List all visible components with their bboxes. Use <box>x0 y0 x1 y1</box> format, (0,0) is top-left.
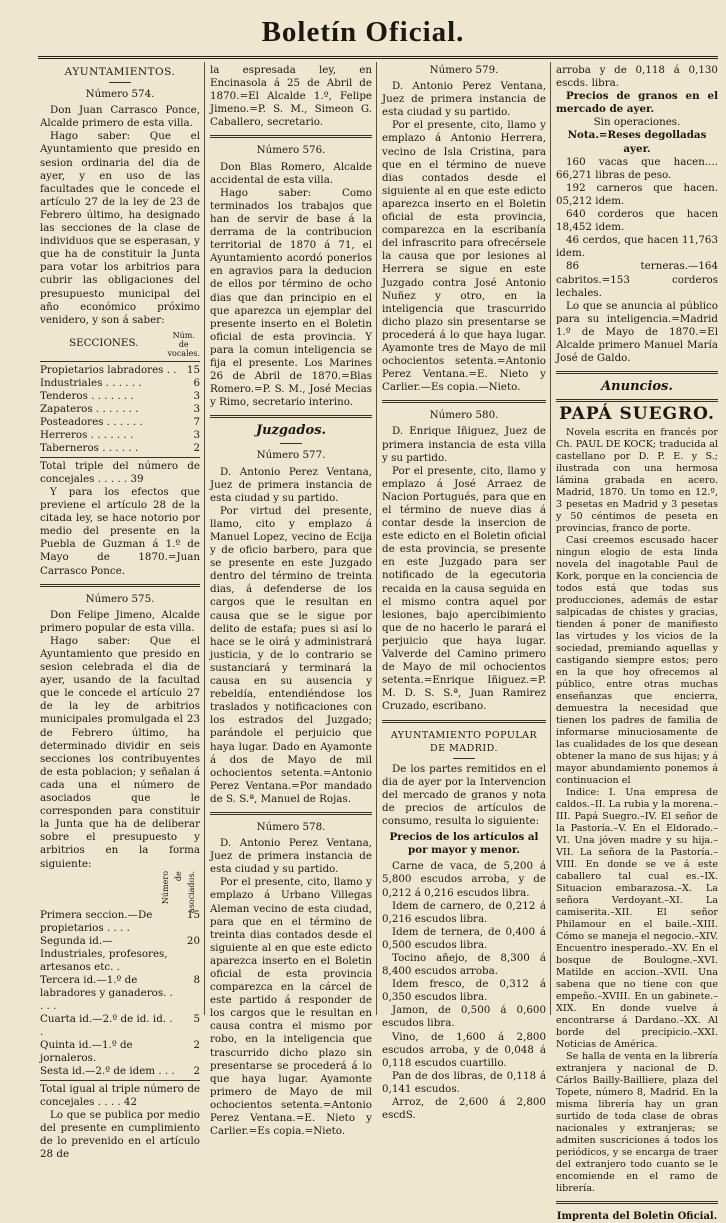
column-divider <box>376 62 377 1015</box>
notice-number: Número 575. <box>85 592 155 605</box>
table-head-right: Número de asociados. <box>160 870 196 913</box>
advert-review: Casi creemos escusado hacer ningun elogio de esta linda novela del inagotable Paul de Kork, porque en la conciencia de todos está que todas sus producciones, además de estar salpicadas de chistes y gracias, tienden á poner de manifiesto las virtudes y los vicios de la sociedad, premiando aquellas y castigando siempre estos; pero en la que hoy ofrecemos al público, entre otras muchas enseñanzas que encierra, demuestra la necesidad que tienen los padres de familia de informarse minuciosamente de las cualidades de los que desean obtener la mano de sus hijas; y á mayor abundamiento ponemos á continuacion el <box>556 535 718 787</box>
row-value: 3 <box>193 428 200 441</box>
row-value: 20 <box>186 934 200 947</box>
row-value: 5 <box>193 1012 200 1025</box>
notice-heading: D. Enrique Iñiguez, Juez de primera instancia de esta villa y su partido. <box>382 425 546 464</box>
price-line: Vino, de 1,600 á 2,800 escudos arroba, y de 0,048 á 0,118 escudos cuartillo. <box>382 1030 546 1069</box>
secciones-table <box>40 331 200 358</box>
separator <box>210 812 372 815</box>
table-rule <box>40 361 200 362</box>
notice-number: Número 578. <box>256 820 326 833</box>
table-row <box>40 1013 200 1039</box>
advert-index: Indice: I. Una empresa de caldos.–II. La rubia y la morena.–III. Papá Suegro.–IV. El señor de la Pastoría.–V. En el Eldorado.–VI. Una jóven madre y su hija.–VII. La señora de la Pastoría.–VIII. En donde se ve á este caballero tal cual es.–IX. Situacion embarazosa.–X. La señora Verdoyant.–XI. La camiserita.–XII. El señor Philamour en el baile.–XIII. Cómo se maneja el negocio.–XIV. Encuentro inesperado.–XV. En el bosque de Boulogne.–XVI. Matilde en accion.–XVII. Una sabena que no tiene con que empeño.–XVIII. En un gabinete.–XIX. En donde vuelve á encontrarse á Dardano.–XX. Al borde del precipicio.–XXI. Noticias de América. <box>556 787 718 1051</box>
table-head-left: SECCIONES. <box>69 336 139 349</box>
notice-heading: Don Felipe Jimeno, Alcalde primero popular de esta villa. <box>40 608 200 634</box>
table-row <box>40 364 200 377</box>
madrid-subtitle: Precios de los artículos al por mayor y menor. <box>389 831 539 857</box>
notice-number: Número 576. <box>256 144 326 157</box>
separator <box>556 371 718 374</box>
price-line: Idem de carnero, de 0,212 á 0,216 escudos libra. <box>382 899 546 925</box>
row-value: 15 <box>186 363 200 376</box>
column-1 <box>40 64 201 1161</box>
column-divider <box>204 62 205 1015</box>
section-title-madrid: AYUNTAMIENTO POPULAR DE MADRID. <box>390 729 538 754</box>
notice-continuation: la espresada ley, en Encinasola á 25 de Abril de 1870.=El Alcalde 1.º, Felipe Jimeno.=P. S. M., Simeon G. Caballero, secretario. <box>210 64 372 129</box>
notice-body: Hago saber: Que el Ayuntamiento que presido en sesion celebrada el dia de ayer, usando de la facultad que le concede el artículo 27 de la ley de arbitrios municipales promulgada el 23 de Febrero último, ha determinado dividir en seis secciones los contribuyentes de esta poblacion; y señalan á cada una el número de asociados que le corresponden para constituir la Junta que ha de deliberar sobre el presupuesto y arbitrios en la forma siguiente: <box>40 634 200 870</box>
price-line: Arroz, de 2,600 á 2,800 escdS. <box>382 1096 546 1122</box>
table-row <box>40 416 200 429</box>
row-value: 3 <box>193 389 200 402</box>
table-row <box>40 403 200 416</box>
notice-number: Número 579. <box>429 64 499 76</box>
price-line: Pan de dos libras, de 0,118 á 0,141 escudos. <box>382 1069 546 1095</box>
table-row <box>40 1065 200 1078</box>
reses-line: 160 vacas que hacen.... 66,271 libras de peso. <box>556 155 718 181</box>
notice-heading: D. Antonio Perez Ventana, Juez de primera instancia de esta ciudad y su partido. <box>382 80 546 119</box>
row-label: Cuarta id.—2.º de id. id. . . <box>40 1012 173 1038</box>
notice-body: Hago saber: Como terminados los trabajos que han de servir de base á la derrama de la contribucion territorial de 1870 á 71, el Ayuntamiento acordó ponerlos en agravios para la deducion de ellos por término de ocho dias que dan principio en el que aparezca un ejemplar del presente inserto en el Boletin oficial de esta provincia. Y para la comun inteligencia se fija el presente. Los Marines 26 de Abril de 1870.=Blas Romero.=P. S. M., José Mecias y Rimo, secretario interino. <box>210 186 372 409</box>
madrid-intro: De los partes remitidos en el dia de ayer por la Intervencion del mercado de granos y nota de precios de artículos de consumo, resulta lo siguiente: <box>382 762 546 828</box>
row-value: 2 <box>193 1064 200 1077</box>
notice-closing: Lo que se publica por medio del presente en cumplimiento de lo prevenido en el artículo 28 de <box>40 1108 200 1161</box>
price-line: Jamon, de 0,500 á 0,600 escudos libra. <box>382 1004 546 1030</box>
table-row <box>40 390 200 403</box>
granos-title: Precios de granos en el mercado de ayer. <box>556 90 718 116</box>
row-value: 8 <box>193 973 200 986</box>
row-value: 2 <box>193 441 200 454</box>
short-rule <box>280 443 302 444</box>
row-label: Tenderos . . . . . . . <box>40 389 134 402</box>
table-row <box>40 442 200 455</box>
separator <box>382 400 546 403</box>
secciones-rows <box>40 364 200 455</box>
row-label: Posteadores . . . . . . <box>40 415 143 428</box>
notice-body: Hago saber: Que el Ayuntamiento que presido en sesion ordinaria del dia de ayer, y en uso de las facultades que le concede el artículo 27 de la ley de 23 de Febrero último, ha designado las secciones de la clase de individuos que se esperasan, y que ha de constituir la Junta para votar los arbitrios para cubrir las obligaciones del presupuesto municipal del año económico próximo venidero, y son á saber: <box>40 130 200 326</box>
row-value: 2 <box>193 1038 200 1051</box>
table-row <box>40 1039 200 1065</box>
column-4 <box>556 64 718 1223</box>
table-row <box>40 935 200 974</box>
separator <box>210 415 372 418</box>
notice-number: Número 580. <box>429 409 499 422</box>
section-title-ayuntamientos: AYUNTAMIENTOS. <box>64 66 176 78</box>
reses-line: 640 corderos que hacen 18,452 idem. <box>556 208 718 234</box>
price-line: Tocino añejo, de 8,300 á 8,400 escudos arroba. <box>382 952 546 978</box>
separator <box>556 399 718 402</box>
notice-heading: D. Antonio Perez Ventana, Juez de primera instancia de esta ciudad y su partido. <box>210 465 372 504</box>
reses-line: 46 cerdos, que hacen 11,763 idem. <box>556 234 718 260</box>
row-label: Tercera id.—1.º de labradores y ganaderos. . . . . <box>40 973 173 1012</box>
madrid-closing: Lo que se anuncia al público para su inteligencia.=Madrid 1.º de Mayo de 1870.=El Alcalde primero Manuel María José de Galdo. <box>556 299 718 365</box>
notice-body: Por el presente, cito, llamo y emplazo á Antonio Herrera, vecino de Isla Cristina, para que en el término de nueve dias contados desde el siguiente al en que este edicto aparezca inserto en el Boletin oficial de esta provincia, comparezca en la escribanía del infrascrito para ofrecérsele la causa que por lesiones al Herrera se sigue en este Juzgado contra José Antonio Nuñez y otro, en la inteligencia que trascurrido dicho plazo sin presentarse se procederá á lo que haya lugar. Ayamonte tres de Mayo de mil ochocientos setenta.=Antonio Perez Ventana.=E. Nieto y Carlier.—Es copia.—Nieto. <box>382 119 546 394</box>
separator <box>556 1201 718 1204</box>
table-row <box>40 429 200 442</box>
row-label: Segunda id.—Industriales, profesores, artesanos etc. . <box>40 934 168 973</box>
price-line: Carne de vaca, de 5,200 á 5,800 escudos arroba, y de 0,212 á 0,216 escudos libra. <box>382 860 546 899</box>
notice-heading: Don Blas Romero, Alcalde accidental de esta villa. <box>210 160 372 186</box>
top-rule <box>38 56 718 59</box>
notice-body: Por el presente, cito, llamo y emplazo á José Arraez de Nacion Portugués, para que en el término de nueve dias á contar desde la insercion de este edicto en el Boletin oficial de esta provincia, se presente en este Juzgado para ser notificado de la egecutoria recaida en la causa seguida en el mismo contra aquel por lesiones, bajo apercibimiento que de no hacerlo le parará el perjuicio que haya lugar. Valverde del Camino primero de Mayo de mil ochocientos setenta.=Enrique Iñiguez.=P. M. D. S. S.ª, Juan Ramirez Cruzado, escribano. <box>382 464 546 713</box>
reses-line: 192 carneros que hacen. 05,212 idem. <box>556 181 718 207</box>
reses-list <box>556 156 718 300</box>
notice-number: Número 574. <box>85 88 155 101</box>
advert-description: Novela escrita en francés por Ch. PAUL DE KOCK; traducida al castellano por D. P. E. y S.; ilustrada con una hermosa lámina grabada en acero. Madrid, 1870. Un tomo en 12.º, 3 pesetas en Madrid y 3 pesetas y 50 céntimos de peseta en provincias, franco de porte. <box>556 427 718 535</box>
price-continuation: arroba y de 0,118 á 0,130 escds. libra. <box>556 64 718 90</box>
section-title-juzgados: Juzgados. <box>255 423 327 439</box>
notice-heading: D. Antonio Perez Ventana, Juez de primera instancia de esta ciudad y su partido. <box>210 837 372 876</box>
price-line: Idem fresco, de 0,312 á 0,350 escudos libra. <box>382 978 546 1004</box>
short-rule <box>453 758 475 759</box>
notice-body: Por el presente, cito, llamo y emplazo á Urbano Villegas Aleman vecino de esta ciudad, para que en el término de treinta dias contados desde el siguiente al en que este edicto aparezca inserto en el Boletin oficial de esta provincia comparezca en la cárcel de este partido á responder de los cargos que le resultan en causa contra el mismo por robo, en la inteligencia que trascurrido dicho plazo sin presentarse se procederá á lo que haya lugar. Ayamonte primero de Mayo de mil ochocientos setenta.=Antonio Perez Ventana.=E. Nieto y Carlier.=Es copia.=Nieto. <box>210 876 372 1138</box>
table-total: Total triple del número de concejales . . . . . 39 <box>40 459 200 485</box>
price-line: Idem de ternera, de 0,400 á 0,500 escudos libra. <box>382 925 546 951</box>
column-divider <box>550 62 551 1015</box>
table-rule <box>40 457 200 458</box>
row-label: Quinta id.—1.º de jornaleros. <box>40 1038 133 1064</box>
granos-subtitle: Sin operaciones. <box>593 116 681 129</box>
section-title-anuncios: Anuncios. <box>601 379 673 395</box>
row-label: Herreros . . . . . . . <box>40 428 134 441</box>
column-2 <box>210 64 372 1138</box>
notice-closing: Y para los efectos que previene el artículo 28 de la citada ley, se hace notorio por medio del presente en la Puebla de Guzman á 1.º de Mayo de 1870.=Juan Carrasco Ponce. <box>40 485 200 577</box>
separator <box>40 584 200 587</box>
short-rule <box>109 82 131 83</box>
row-value: 7 <box>193 415 200 428</box>
row-value: 6 <box>193 376 200 389</box>
table-head-right: Núm. de vocales. <box>167 330 201 358</box>
notice-body: Por virtud del presente, llamo, cito y emplazo á Manuel Lopez, vecino de Ecija y de oficio barbero, para que se presente en este Juzgado dentro del término de treinta dias, á defenderse de los cargos que le resultan en causa que se le sigue por delito de estafa; pues si así lo hace se le oirá y administrará justicia, y de lo contrario se sustanciará y terminará la causa en su ausencia y rebeldía, entendiéndose los traslados y notificaciones con los estrados del Juzgado; parándole el perjuicio que haya lugar. Dado en Ayamonte á dos de Mayo de mil ochocientos setenta.=Antonio Perez Ventana.=Por mandado de S. S.ª, Manuel de Rojas. <box>210 504 372 805</box>
advert-sale-info: Se halla de venta en la librería extranjera y nacional de D. Cárlos Bailly-Bailliere, plaza del Topete, número 8, Madrid. En la misma librería hay un gran surtido de toda clase de obras nacionales y extranjeras; se admiten suscriciones á todos los periódicos, y se encarga de traer del extranjero todo cuanto se le encomiende en el ramo de librería. <box>556 1051 718 1195</box>
printer-imprint: Imprenta del Boletin Oficial. <box>556 1211 718 1223</box>
table-rule <box>40 1080 200 1081</box>
row-label: Taberneros . . . . . . <box>40 441 139 454</box>
masthead: Boletín Oficial. <box>261 16 465 48</box>
row-value: 3 <box>193 402 200 415</box>
notice-heading: Don Juan Carrasco Ponce, Alcalde primero de esta villa. <box>40 104 200 130</box>
separator <box>210 135 372 138</box>
table-head-vertical <box>40 870 198 913</box>
reses-line: 86 terneras.—164 cabritos.=153 corderos lechales. <box>556 260 718 299</box>
reses-title: Nota.=Reses degolladas ayer. <box>567 129 707 155</box>
table-row <box>40 974 200 1013</box>
notice-number: Número 577. <box>256 449 326 462</box>
separator <box>382 720 546 723</box>
secciones-rows <box>40 909 200 1078</box>
table-row <box>40 377 200 390</box>
row-label: Industriales . . . . . . <box>40 376 142 389</box>
column-3 <box>382 64 546 1122</box>
row-label: Sesta id.—2.º de idem . . . <box>40 1064 175 1077</box>
row-label: Zapateros . . . . . . . <box>40 402 139 415</box>
table-total: Total igual al triple número de concejales . . . . 42 <box>40 1082 200 1108</box>
row-value: 15 <box>186 908 200 921</box>
row-label: Propietarios labradores . . <box>40 363 177 376</box>
row-label: Primera seccion.—De propietarios . . . . <box>40 908 153 934</box>
advert-title: PAPÁ SUEGRO. <box>559 404 715 425</box>
